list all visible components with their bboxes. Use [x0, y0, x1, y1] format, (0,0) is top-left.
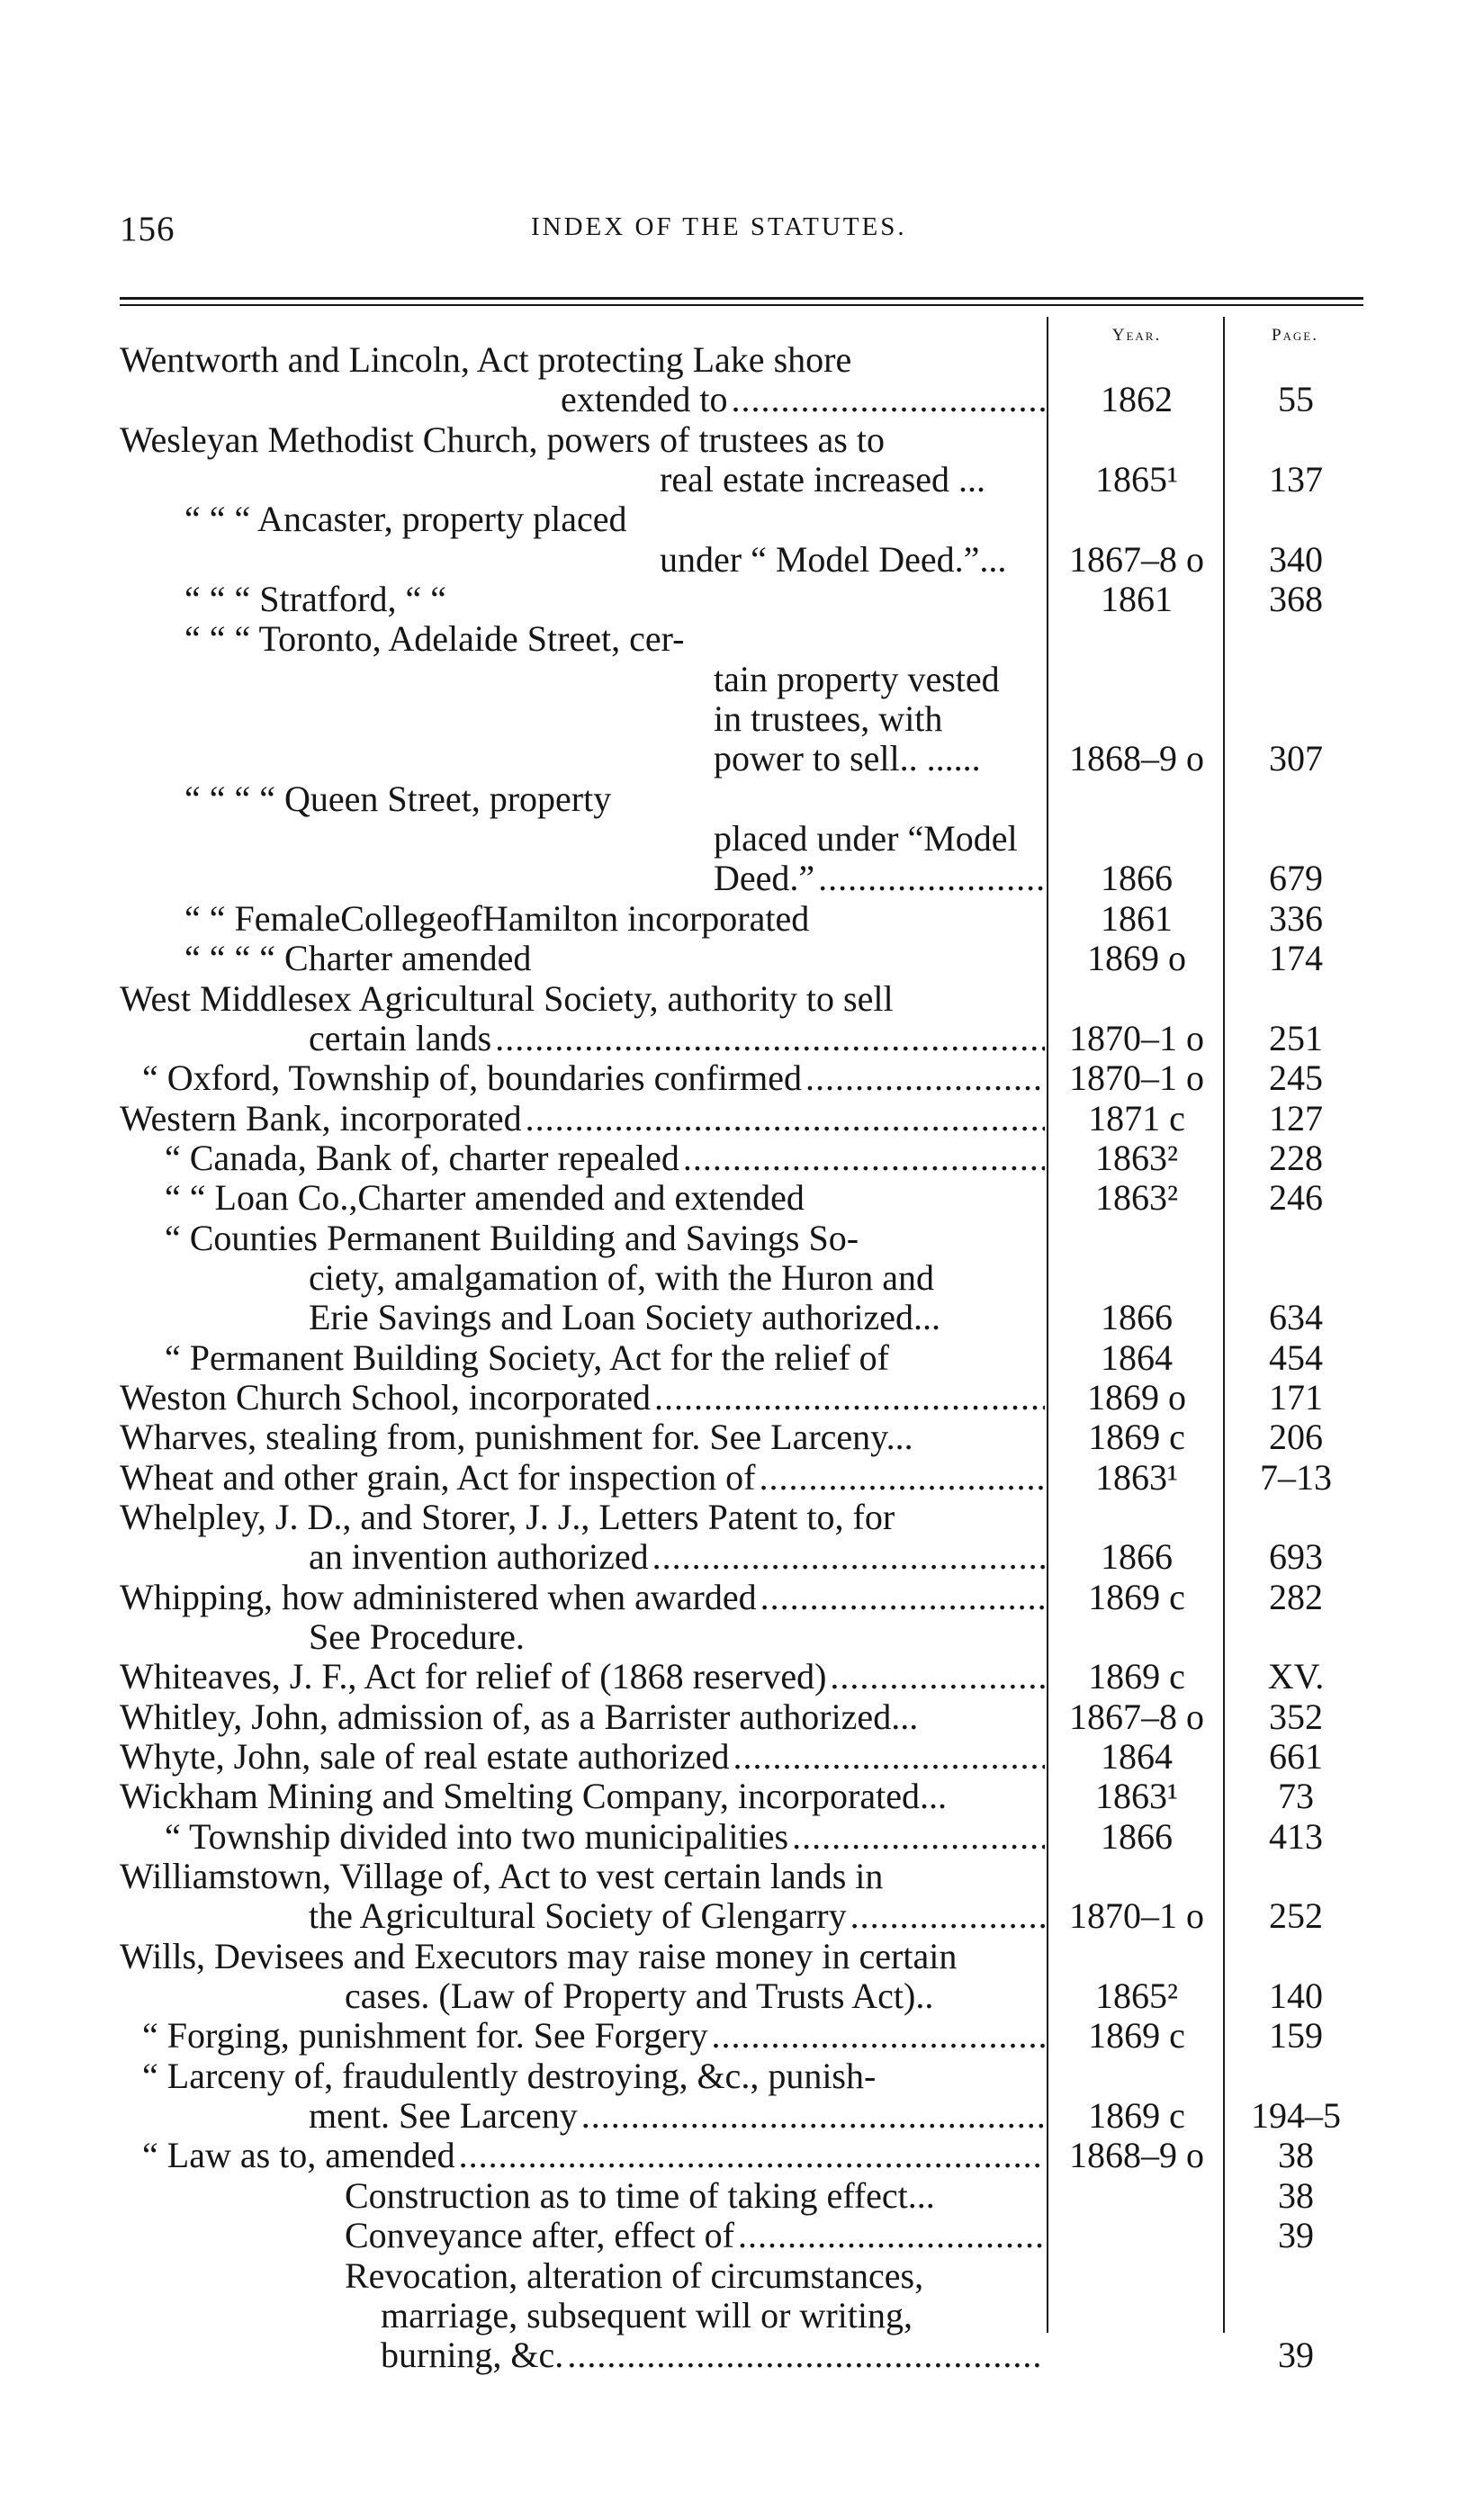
entry-year: 1865¹	[1095, 459, 1178, 500]
entry-text	[660, 460, 1045, 500]
entry-label: in trustees, with	[714, 699, 943, 740]
entry-text	[120, 1697, 1045, 1737]
entry-page: 245	[1269, 1058, 1323, 1099]
index-row	[0, 660, 1475, 699]
entry-year: 1863²	[1095, 1177, 1178, 1219]
entry-label: See Procedure.	[309, 1617, 525, 1657]
index-row	[0, 340, 1475, 380]
index-row	[0, 1896, 1475, 1936]
entry-text	[120, 1937, 1045, 1976]
entry-page: XV.	[1267, 1656, 1325, 1697]
entry-text	[309, 1258, 1045, 1298]
index-row	[0, 2296, 1475, 2336]
index-row	[0, 2176, 1475, 2216]
index-row	[0, 1857, 1475, 1896]
index-row	[0, 1697, 1475, 1737]
entry-page: 251	[1269, 1017, 1323, 1058]
entry-label: marriage, subsequent will or writing,	[381, 2295, 913, 2336]
entry-label: Deed.”	[714, 859, 815, 899]
entry-page: 368	[1269, 579, 1323, 620]
dot-leader	[459, 2136, 1045, 2175]
entry-label: extended to	[561, 380, 728, 420]
entry-label: Revocation, alteration of circumstances,	[345, 2255, 924, 2296]
entry-text	[142, 1058, 1045, 1098]
entry-text	[714, 859, 1045, 898]
entry-text	[184, 500, 1045, 539]
entry-label: West Middlesex Agricultural Society, authority to sell	[120, 978, 894, 1019]
entry-text	[309, 1537, 1045, 1577]
entry-text	[345, 2176, 1045, 2216]
dot-leader	[818, 859, 1045, 898]
entry-text	[142, 2016, 1045, 2056]
entry-text	[120, 1418, 1045, 1457]
entry-year: 1870–1 o	[1069, 1895, 1204, 1937]
entry-label: Wills, Devisees and Executors may raise money in certain	[120, 1936, 958, 1976]
entry-page: 140	[1269, 1976, 1323, 2017]
index-row	[0, 460, 1475, 500]
entry-page: 127	[1269, 1097, 1323, 1138]
entry-year: 1869 c	[1088, 1576, 1185, 1617]
index-row	[0, 1418, 1475, 1457]
dot-leader	[733, 1737, 1046, 1777]
entry-label: Wentworth and Lincoln, Act protecting Lake shore	[120, 340, 852, 380]
entry-label: placed under “Model	[714, 819, 1018, 860]
index-row	[0, 1219, 1475, 1258]
entry-label: ment. See Larceny	[309, 2096, 578, 2137]
entry-text	[184, 939, 1045, 978]
entry-label: an invention authorized	[309, 1537, 649, 1578]
dot-leader	[850, 1896, 1045, 1936]
index-row	[0, 380, 1475, 419]
entry-text	[381, 2296, 1045, 2336]
entry-text	[345, 2256, 1045, 2296]
entry-page: 171	[1269, 1376, 1323, 1418]
entry-label: power to sell.. ......	[714, 739, 981, 779]
entry-label: Whipping, how administered when awarded	[120, 1577, 757, 1617]
entry-year: 1864	[1101, 1336, 1173, 1378]
entry-text	[660, 540, 1045, 580]
entry-label: tain property vested	[714, 659, 1000, 699]
entry-page: 693	[1269, 1536, 1323, 1578]
index-row	[0, 2096, 1475, 2136]
entry-year: 1867–8 o	[1069, 538, 1204, 580]
entry-year: 1862	[1101, 379, 1173, 420]
dot-leader	[760, 1578, 1045, 1617]
entry-year: 1869 o	[1087, 1376, 1186, 1418]
entry-text	[165, 1817, 1045, 1857]
index-row	[0, 619, 1475, 659]
dot-leader	[683, 1138, 1045, 1178]
entry-year: 1869 c	[1088, 2095, 1185, 2137]
entry-page: 634	[1269, 1297, 1323, 1338]
index-row	[0, 2256, 1475, 2296]
entry-text	[561, 380, 1045, 419]
index-row	[0, 1338, 1475, 1378]
entry-label: Weston Church School, incorporated	[120, 1377, 651, 1418]
index-row	[0, 1578, 1475, 1617]
index-row	[0, 1817, 1475, 1857]
dot-leader	[738, 2216, 1045, 2255]
entry-label: “ Canada, Bank of, charter repealed	[165, 1138, 679, 1178]
entry-label: “ “ “ “ Queen Street, property	[184, 778, 612, 819]
entry-year: 1866	[1101, 1815, 1173, 1857]
index-row	[0, 1777, 1475, 1816]
entry-page: 38	[1278, 2135, 1314, 2176]
entry-label: Williamstown, Village of, Act to vest certain lands in	[120, 1857, 884, 1897]
entry-text	[142, 2136, 1045, 2175]
entry-year: 1870–1 o	[1069, 1017, 1204, 1058]
index-row	[0, 1258, 1475, 1298]
entry-label: “ “ “ “ Charter amended	[184, 939, 532, 979]
index-row	[0, 1937, 1475, 1976]
entry-year: 1861	[1101, 897, 1173, 939]
entry-year: 1871 c	[1088, 1097, 1185, 1138]
entry-page: 194–5	[1251, 2095, 1341, 2137]
entry-label: “ Counties Permanent Building and Savings So-	[165, 1218, 859, 1258]
index-row	[0, 2336, 1475, 2375]
dot-leader	[732, 380, 1046, 419]
entry-text	[142, 2056, 1045, 2096]
index-row	[0, 2056, 1475, 2096]
index-row	[0, 819, 1475, 859]
index-row	[0, 979, 1475, 1019]
entry-text	[309, 2096, 1045, 2136]
entry-page: 174	[1269, 938, 1323, 979]
entry-text	[165, 1338, 1045, 1378]
index-row	[0, 739, 1475, 778]
entry-page: 206	[1269, 1417, 1323, 1458]
entry-text	[120, 1498, 1045, 1537]
entry-page: 307	[1269, 738, 1323, 779]
index-row	[0, 1458, 1475, 1498]
column-header-year: Year.	[1111, 326, 1162, 345]
index-row	[0, 1058, 1475, 1098]
entry-page: 679	[1269, 858, 1323, 899]
column-header-page: Page.	[1271, 326, 1319, 345]
entry-label: cases. (Law of Property and Trusts Act)..	[345, 1976, 934, 2017]
index-row	[0, 1099, 1475, 1138]
index-row	[0, 1298, 1475, 1337]
index-row	[0, 939, 1475, 978]
dot-leader	[759, 1458, 1045, 1498]
entry-text	[120, 1378, 1045, 1418]
entry-label: “ Permanent Building Society, Act for the relief of	[165, 1337, 889, 1378]
entry-label: “ “ “ Stratford, “ “	[184, 580, 446, 620]
entry-page: 340	[1269, 538, 1323, 580]
entry-text	[120, 1578, 1045, 1617]
entry-text	[184, 619, 1045, 659]
page-title: INDEX OF THE STATUTES.	[531, 212, 907, 241]
entry-label: Whelpley, J. D., and Storer, J. J., Letters Patent to, for	[120, 1497, 895, 1537]
entry-label: ciety, amalgamation of, with the Huron and	[309, 1257, 934, 1298]
index-row	[0, 1617, 1475, 1657]
entry-year: 1864	[1101, 1736, 1173, 1778]
entry-year: 1868–9 o	[1069, 2135, 1204, 2176]
index-row	[0, 2216, 1475, 2255]
index-row	[0, 779, 1475, 819]
entry-label: “ “ “ Toronto, Adelaide Street, cer-	[184, 619, 685, 660]
entry-label: “ Law as to, amended	[142, 2136, 455, 2176]
entry-label: “ Larceny of, fraudulently destroying, &c., punish-	[142, 2056, 877, 2096]
entry-page: 137	[1269, 459, 1323, 500]
entry-page: 7–13	[1260, 1456, 1332, 1498]
entry-text	[120, 1657, 1045, 1696]
entry-text	[120, 1737, 1045, 1777]
entry-page: 73	[1278, 1776, 1314, 1817]
entry-label: certain lands	[309, 1018, 492, 1058]
index-row	[0, 859, 1475, 898]
entry-year: 1870–1 o	[1069, 1058, 1204, 1099]
entry-page: 352	[1269, 1696, 1323, 1737]
dot-leader	[792, 1817, 1045, 1857]
index-row	[0, 1138, 1475, 1178]
entry-label: Whiteaves, J. F., Act for relief of (1868 reserved)	[120, 1657, 827, 1697]
index-row	[0, 1498, 1475, 1537]
entry-text	[309, 1896, 1045, 1936]
entry-year: 1866	[1101, 858, 1173, 899]
entry-text	[381, 2336, 1045, 2375]
dot-leader	[526, 1099, 1045, 1138]
entry-text	[714, 660, 1045, 699]
entry-year: 1863¹	[1095, 1456, 1178, 1498]
entry-label: real estate increased ...	[660, 460, 986, 500]
entry-page: 252	[1269, 1895, 1323, 1937]
entry-page: 228	[1269, 1137, 1323, 1178]
index-row	[0, 1378, 1475, 1418]
entry-page: 39	[1278, 2335, 1314, 2376]
entry-text	[309, 1617, 1045, 1657]
entry-year: 1867–8 o	[1069, 1696, 1204, 1737]
entry-text	[120, 1857, 1045, 1896]
entry-page: 246	[1269, 1177, 1323, 1219]
dot-leader	[495, 1019, 1045, 1058]
entry-label: the Agricultural Society of Glengarry	[309, 1896, 847, 1937]
entry-text	[120, 340, 1045, 380]
entry-text	[165, 1219, 1045, 1258]
entry-text	[165, 1178, 1045, 1218]
entry-text	[345, 2216, 1045, 2255]
index-row	[0, 1537, 1475, 1577]
entry-text	[184, 779, 1045, 819]
entry-label: burning, &c.	[381, 2336, 564, 2376]
index-row	[0, 2016, 1475, 2056]
entry-label: Wharves, stealing from, punishment for. See Larceny...	[120, 1418, 913, 1458]
header-rule-thick	[120, 297, 1363, 300]
entry-page: 413	[1269, 1815, 1323, 1857]
entry-label: “ “ FemaleCollegeofHamilton incorporated	[184, 898, 810, 939]
index-row	[0, 580, 1475, 619]
dot-leader	[830, 1657, 1045, 1696]
entry-text	[120, 979, 1045, 1019]
entry-year: 1869 c	[1088, 1417, 1185, 1458]
entry-label: Conveyance after, effect of	[345, 2216, 734, 2256]
entry-label: “ Oxford, Township of, boundaries confirmed	[142, 1058, 802, 1099]
dot-leader	[711, 2016, 1045, 2056]
entry-label: “ Township divided into two municipalities	[165, 1816, 789, 1857]
index-row	[0, 1178, 1475, 1218]
entry-text	[309, 1019, 1045, 1058]
entry-label: Wheat and other grain, Act for inspection of	[120, 1457, 756, 1498]
entry-year: 1869 c	[1088, 2015, 1185, 2056]
entry-label: “ “ Loan Co.,Charter amended and extended	[165, 1178, 805, 1219]
entry-year: 1869 o	[1087, 938, 1186, 979]
entry-label: Wesleyan Methodist Church, powers of trustees as to	[120, 419, 885, 460]
entry-label: Western Bank, incorporated	[120, 1098, 522, 1138]
dot-leader	[581, 2096, 1045, 2136]
entry-year: 1865²	[1095, 1976, 1178, 2017]
entry-text	[714, 819, 1045, 859]
index-row	[0, 899, 1475, 939]
dot-leader	[567, 2336, 1045, 2375]
index-row	[0, 420, 1475, 460]
index-row	[0, 540, 1475, 580]
index-row	[0, 699, 1475, 739]
entry-text	[714, 739, 1045, 778]
entry-label: under “ Model Deed.”...	[660, 539, 1007, 580]
entry-page: 159	[1269, 2015, 1323, 2056]
entry-page: 661	[1269, 1736, 1323, 1778]
entry-year: 1866	[1101, 1536, 1173, 1578]
entry-text	[309, 1298, 1045, 1337]
index-row	[0, 1976, 1475, 2016]
entry-page: 55	[1278, 379, 1314, 420]
entry-text	[184, 580, 1045, 619]
entry-year: 1868–9 o	[1069, 738, 1204, 779]
entry-text	[714, 699, 1045, 739]
dot-leader	[654, 1378, 1045, 1418]
entry-year: 1863¹	[1095, 1776, 1178, 1817]
entry-text	[120, 1777, 1045, 1816]
entry-text	[120, 420, 1045, 460]
page-number: 156	[120, 210, 175, 248]
entry-year: 1861	[1101, 579, 1173, 620]
entry-page: 39	[1278, 2215, 1314, 2256]
dot-leader	[652, 1537, 1045, 1577]
entry-label: “ “ “ Ancaster, property placed	[184, 500, 627, 540]
index-row	[0, 1019, 1475, 1058]
entry-page: 454	[1269, 1336, 1323, 1378]
entry-label: Erie Savings and Loan Society authorized...	[309, 1298, 941, 1338]
entry-text	[165, 1138, 1045, 1178]
entry-label: Whitley, John, admission of, as a Barrister authorized...	[120, 1696, 919, 1737]
entry-page: 38	[1278, 2174, 1314, 2216]
entry-label: “ Forging, punishment for. See Forgery	[142, 2016, 708, 2056]
entry-year: 1863²	[1095, 1137, 1178, 1178]
dot-leader	[805, 1058, 1045, 1098]
entry-text	[120, 1099, 1045, 1138]
page-header	[0, 209, 1475, 254]
entry-text	[345, 1976, 1045, 2016]
index-row	[0, 2136, 1475, 2175]
entry-year: 1866	[1101, 1297, 1173, 1338]
index-row	[0, 500, 1475, 539]
header-rule-thin	[120, 304, 1363, 306]
index-row	[0, 1737, 1475, 1777]
entry-label: Wickham Mining and Smelting Company, incorporated...	[120, 1777, 947, 1817]
entry-label: Whyte, John, sale of real estate authorized	[120, 1737, 730, 1778]
entry-label: Construction as to time of taking effect...	[345, 2175, 935, 2216]
entry-text	[184, 899, 1045, 939]
entry-page: 336	[1269, 897, 1323, 939]
entry-text	[120, 1458, 1045, 1498]
index-entries	[0, 340, 1475, 2376]
entry-year: 1869 c	[1088, 1656, 1185, 1697]
index-row	[0, 1657, 1475, 1696]
entry-page: 282	[1269, 1576, 1323, 1617]
